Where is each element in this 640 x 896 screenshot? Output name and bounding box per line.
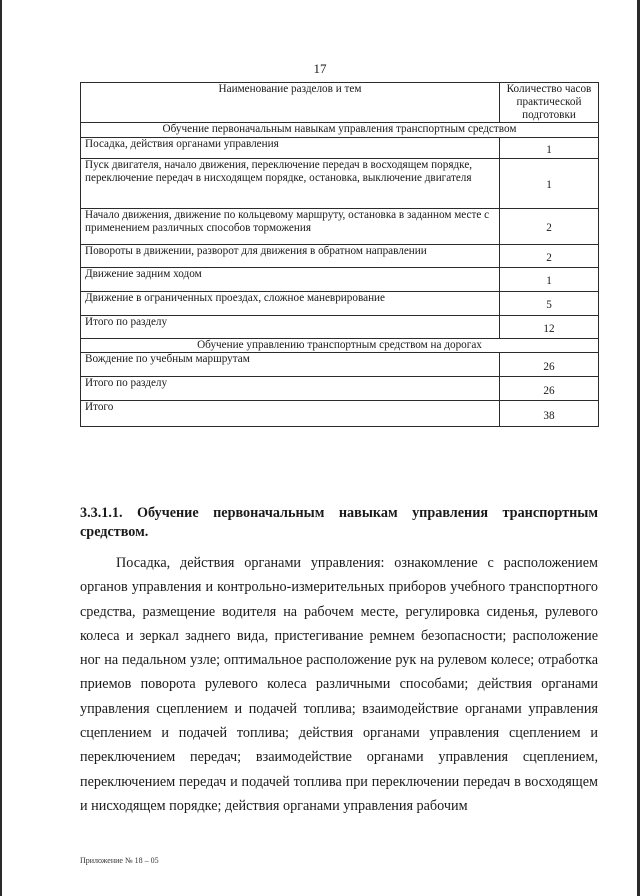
table-row (81, 401, 599, 427)
hours-cell: 38 (500, 401, 599, 427)
column-header-hours (500, 83, 599, 123)
table-row (81, 208, 599, 244)
hours-cell: 1 (500, 267, 599, 291)
table-header-row (81, 83, 599, 123)
section-heading: 3.3.1.1. Обучение первоначальным навыкам управления транспортным средством. (80, 505, 598, 540)
table-row (81, 291, 599, 315)
page-number: 17 (313, 61, 327, 76)
table-row (81, 244, 599, 267)
topic-cell: Пуск двигателя, начало движения, переключение передач в восходящем порядке, переключение передач в нисходящем порядке, остановка, выключение двигателя (81, 158, 500, 208)
footer-note: Приложение № 18 – 05 (80, 856, 159, 865)
column-header-hours-line2: практической (516, 96, 582, 108)
hours-cell: 2 (500, 208, 599, 244)
table-row (81, 377, 599, 401)
table-row (81, 315, 599, 338)
table-row (81, 158, 599, 208)
topic-cell: Итого по разделу (81, 377, 500, 401)
topic-cell: Итого по разделу (81, 315, 500, 338)
table-row (81, 267, 599, 291)
hours-cell: 1 (500, 137, 599, 158)
hours-cell: 1 (500, 158, 599, 208)
column-header-name: Наименование разделов и тем (81, 83, 500, 123)
table-row (81, 353, 599, 377)
column-header-hours-line1: Количество часов (506, 83, 592, 95)
topic-cell: Повороты в движении, разворот для движения в обратном направлении (81, 244, 500, 267)
column-header-hours-line3: подготовки (522, 109, 576, 121)
topic-cell: Движение задним ходом (81, 267, 500, 291)
scan-edge-left (0, 0, 2, 896)
section-row (81, 123, 599, 138)
hours-cell: 26 (500, 353, 599, 377)
hours-cell: 26 (500, 377, 599, 401)
topic-cell: Посадка, действия органами управления (81, 137, 500, 158)
table-body (81, 123, 599, 427)
section-title: Обучение первоначальным навыкам управления транспортным средством (81, 123, 599, 138)
topic-cell: Движение в ограниченных проездах, сложное маневрирование (81, 291, 500, 315)
section-title: Обучение управлению транспортным средством на дорогах (81, 338, 599, 353)
hours-table (80, 82, 599, 427)
hours-cell: 2 (500, 244, 599, 267)
table-row (81, 137, 599, 158)
hours-cell: 5 (500, 291, 599, 315)
hours-cell: 12 (500, 315, 599, 338)
section-row (81, 338, 599, 353)
topic-cell: Итого (81, 401, 500, 427)
topic-cell: Вождение по учебным маршрутам (81, 353, 500, 377)
topic-cell: Начало движения, движение по кольцевому маршруту, остановка в заданном месте с применением различных способов торможения (81, 208, 500, 244)
body-paragraph: Посадка, действия органами управления: ознакомление с расположением органов управления и контрольно-измерительных приборов учебного транспортного средства, размещение водителя на рабочем месте, регулировка сиденья, рулевого колеса и зеркал заднего вида, пристегивание ремнем безопасности; расположение ног на педальном узле; оптимальное расположение рук на рулевом колесе; отработка приемов поворота рулевого колеса различными способами; действия органами управления сцеплением и подачей топлива; взаимодействие органами управления сцеплением и подачей топлива; действия органами управления сцеплением и переключением передач; взаимодействие органами управления сцеплением, переключением передач и подачей топлива при переключении передач в восходящем и нисходящем порядке; действия органами управления рабочим (80, 555, 598, 814)
